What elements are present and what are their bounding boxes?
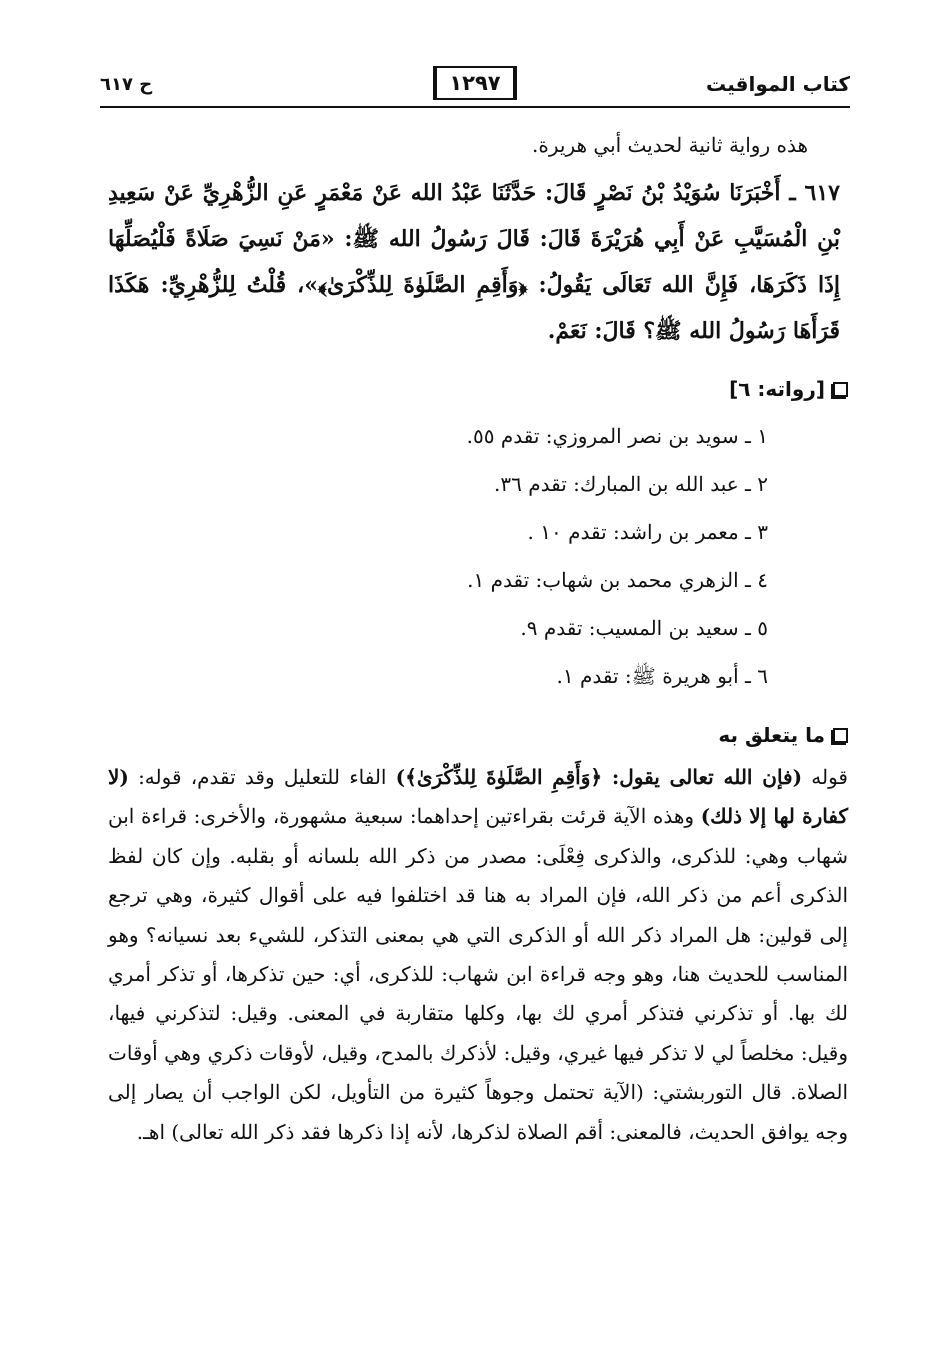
- intro-text: هذه رواية ثانية لحديث أبي هريرة.: [532, 133, 808, 157]
- commentary-quote: (فإن الله تعالى يقول: ﴿وَأَقِمِ الصَّلَوٰةَ لِلذِّكْرَىٰ﴾): [395, 765, 803, 789]
- page-header: [100, 66, 850, 106]
- hadith-text: ٦١٧ ـ أَخْبَرَنَا سُوَيْدُ بْنُ نَصْرٍ قَالَ: حَدَّثَنَا عَبْدُ الله عَنْ مَعْمَرٍ عَنِ الزُّهْرِيِّ عَنْ سَعِيدِ بْنِ الْمُسَيَّبِ عَنْ أَبِي هُرَيْرَةَ قَالَ: قَالَ رَسُولُ الله ﷺ: «مَنْ نَسِيَ صَلَاةً فَلْيُصَلِّهَا إِذَا ذَكَرَهَا، فَإِنَّ الله تَعَالَى يَقُولُ: ﴿وَأَقِمِ الصَّلَوٰةَ لِلذِّكْرَىٰ﴾»، قُلْتُ لِلزُّهْرِيِّ: هَكَذَا قَرَأَهَا رَسُولُ الله ﷺ؟ قَالَ: نَعَمْ.: [108, 180, 840, 344]
- commentary-quote: (لا كفارة لها إلا ذلك): [108, 765, 849, 829]
- list-item: ٣ ـ معمر بن راشد: تقدم ١٠ .: [527, 520, 768, 544]
- list-item: ٢ ـ عبد الله بن المبارك: تقدم ٣٦.: [494, 472, 768, 496]
- header-divider: [100, 106, 850, 108]
- narrators-list: [108, 412, 848, 700]
- page-number-frame: [433, 66, 517, 100]
- commentary-part: وهذه الآية قرئت بقراءتين إحداهما: سبعية مشهورة، والأخرى: قراءة ابن شهاب وهي: للذكرى، والذكرى فِعْلَى: مصدر من ذكر الله بلسانه أو بقلبه. وإن كان لفظ الذكرى أعم من ذكر الله، فإن المراد به هنا قد اختلفوا فيه على أقوال كثيرة، وهي ترجع إلى قولين: هل المراد ذكر الله أو الذكرى التي هي بمعنى التذكر، للشيء بعد نسيانه؟ وهو المناسب للحديث هنا، وهو وجه قراءة ابن شهاب: للذكرى، أي: حين تذكرها، أو تذكر أمري لك بها. أو تذكرني فتذكر أمري لك بها، وكلها متقاربة في المعنى. وقيل: لتذكرني فيها، وقيل: مخلصاً لي لا تذكر فيها غيري، وقيل: لأذكرك بالمدح، وقيل، لأوقات ذكري وهي أوقات الصلاة. قال التوربشتي: (الآية تحتمل وجوهاً كثيرة من التأويل، لكن الواجب أن يصار إلى وجه يوافق الحديث، فالمعنى: أقم الصلاة لذكرها، لأنه إذا ذكرها فقد ذكر الله تعالى) اهـ.: [108, 804, 848, 1144]
- page-content: [108, 126, 848, 1152]
- hadith-reference: ح ٦١٧: [100, 74, 153, 95]
- commentary-part: الفاء للتعليل وقد تقدم، قوله:: [128, 765, 396, 789]
- list-item: ٤ ـ الزهري محمد بن شهاب: تقدم ١.: [467, 568, 768, 592]
- narrators-heading: [108, 372, 848, 406]
- list-item: ١ ـ سويد بن نصر المروزي: تقدم ٥٥.: [466, 424, 768, 448]
- list-item: ٦ ـ أبو هريرة ﷺ: تقدم ١.: [556, 664, 768, 688]
- page-number: ١٢٩٧: [449, 71, 501, 95]
- narrators-heading-label: [رواته: ٦]: [729, 377, 825, 401]
- square-bullet-icon: [833, 382, 848, 397]
- book-title: كتاب المواقيت: [706, 72, 850, 96]
- commentary-text: [108, 758, 848, 1152]
- related-heading-label: ما يتعلق به: [718, 723, 825, 747]
- related-heading: [108, 718, 848, 752]
- list-item: ٥ ـ سعيد بن المسيب: تقدم ٩.: [520, 616, 768, 640]
- square-bullet-icon: [833, 728, 848, 743]
- commentary-part: قوله: [802, 765, 848, 789]
